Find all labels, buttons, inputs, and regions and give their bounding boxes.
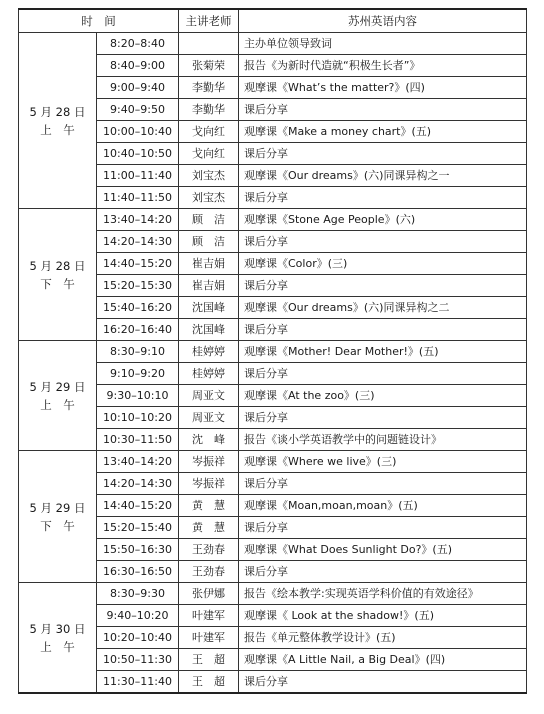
content-cell: 观摩课《At the zoo》(三) (239, 385, 527, 407)
content-cell: 主办单位领导致词 (239, 33, 527, 55)
header-teacher: 主讲老师 (179, 9, 239, 33)
teacher-cell: 张菊荣 (179, 55, 239, 77)
time-cell: 9:10–9:20 (97, 363, 179, 385)
time-cell: 8:40–9:00 (97, 55, 179, 77)
time-cell: 10:50–11:30 (97, 649, 179, 671)
teacher-cell: 桂婷婷 (179, 341, 239, 363)
time-cell: 10:00–10:40 (97, 121, 179, 143)
time-cell: 8:20–8:40 (97, 33, 179, 55)
table-row (19, 583, 527, 605)
time-cell: 9:30–10:10 (97, 385, 179, 407)
teacher-cell: 刘宝杰 (179, 187, 239, 209)
time-cell: 14:20–14:30 (97, 231, 179, 253)
teacher-cell: 沈国峰 (179, 319, 239, 341)
time-cell: 11:00–11:40 (97, 165, 179, 187)
table-row (19, 209, 527, 231)
time-cell: 13:40–14:20 (97, 451, 179, 473)
time-cell: 10:30–11:50 (97, 429, 179, 451)
time-cell: 15:50–16:30 (97, 539, 179, 561)
content-cell: 课后分享 (239, 407, 527, 429)
time-cell: 16:20–16:40 (97, 319, 179, 341)
content-cell: 报告《单元整体教学设计》(五) (239, 627, 527, 649)
content-cell: 课后分享 (239, 473, 527, 495)
content-cell: 观摩课《Make a money chart》(五) (239, 121, 527, 143)
session-date: 5 月 29 日 (29, 379, 86, 394)
session-label (19, 451, 97, 583)
time-cell: 10:10–10:20 (97, 407, 179, 429)
teacher-cell: 刘宝杰 (179, 165, 239, 187)
session-period: 上 午 (40, 397, 75, 412)
teacher-cell: 岑振祥 (179, 473, 239, 495)
teacher-cell: 李勤华 (179, 99, 239, 121)
session-date: 5 月 28 日 (29, 104, 86, 119)
content-cell: 观摩课《Moan,moan,moan》(五) (239, 495, 527, 517)
time-cell: 10:20–10:40 (97, 627, 179, 649)
teacher-cell: 戈向红 (179, 143, 239, 165)
teacher-cell: 黄 慧 (179, 517, 239, 539)
teacher-cell: 王 超 (179, 649, 239, 671)
time-cell: 11:40–11:50 (97, 187, 179, 209)
content-cell: 观摩课《Where we live》(三) (239, 451, 527, 473)
content-cell: 课后分享 (239, 187, 527, 209)
content-cell: 观摩课《What’s the matter?》(四) (239, 77, 527, 99)
time-cell: 11:30–11:40 (97, 671, 179, 694)
content-cell: 课后分享 (239, 319, 527, 341)
session-period: 上 午 (40, 639, 75, 654)
content-cell: 课后分享 (239, 143, 527, 165)
time-cell: 14:20–14:30 (97, 473, 179, 495)
content-cell: 课后分享 (239, 231, 527, 253)
teacher-cell: 周亚文 (179, 385, 239, 407)
time-cell: 14:40–15:20 (97, 253, 179, 275)
content-cell: 观摩课《A Little Nail, a Big Deal》(四) (239, 649, 527, 671)
teacher-cell: 岑振祥 (179, 451, 239, 473)
teacher-cell: 戈向红 (179, 121, 239, 143)
content-cell: 课后分享 (239, 275, 527, 297)
time-cell: 14:40–15:20 (97, 495, 179, 517)
teacher-cell: 李勤华 (179, 77, 239, 99)
session-period: 下 午 (40, 276, 75, 291)
content-cell: 观摩课《 Look at the shadow!》(五) (239, 605, 527, 627)
table-row (19, 341, 527, 363)
time-cell: 10:40–10:50 (97, 143, 179, 165)
content-cell: 课后分享 (239, 363, 527, 385)
content-cell: 报告《谈小学英语教学中的问题链设计》 (239, 429, 527, 451)
session-label (19, 583, 97, 694)
session-period: 下 午 (40, 518, 75, 533)
content-cell: 课后分享 (239, 671, 527, 694)
time-cell: 15:40–16:20 (97, 297, 179, 319)
time-cell: 13:40–14:20 (97, 209, 179, 231)
session-date: 5 月 29 日 (29, 500, 86, 515)
content-cell: 课后分享 (239, 517, 527, 539)
teacher-cell: 周亚文 (179, 407, 239, 429)
teacher-cell: 沈国峰 (179, 297, 239, 319)
session-label (19, 33, 97, 209)
content-cell: 报告《绘本教学:实现英语学科价值的有效途径》 (239, 583, 527, 605)
time-cell: 15:20–15:30 (97, 275, 179, 297)
time-cell: 16:30–16:50 (97, 561, 179, 583)
time-cell: 9:40–9:50 (97, 99, 179, 121)
teacher-cell: 叶建军 (179, 605, 239, 627)
content-cell: 课后分享 (239, 561, 527, 583)
table-row (19, 33, 527, 55)
schedule-sheet (18, 8, 526, 694)
session-label (19, 341, 97, 451)
teacher-cell: 顾 洁 (179, 209, 239, 231)
teacher-cell: 桂婷婷 (179, 363, 239, 385)
teacher-cell: 沈 峰 (179, 429, 239, 451)
header-time: 时 间 (19, 9, 179, 33)
session-label (19, 209, 97, 341)
teacher-cell: 王 超 (179, 671, 239, 694)
content-cell: 观摩课《Mother! Dear Mother!》(五) (239, 341, 527, 363)
time-cell: 15:20–15:40 (97, 517, 179, 539)
time-cell: 8:30–9:10 (97, 341, 179, 363)
time-cell: 8:30–9:30 (97, 583, 179, 605)
schedule-table (18, 8, 527, 694)
content-cell: 报告《为新时代造就“积极生长者”》 (239, 55, 527, 77)
time-cell: 9:00–9:40 (97, 77, 179, 99)
teacher-cell: 崔吉娟 (179, 253, 239, 275)
schedule-body (19, 33, 527, 694)
header-content: 苏州英语内容 (239, 9, 527, 33)
teacher-cell: 崔吉娟 (179, 275, 239, 297)
content-cell: 课后分享 (239, 99, 527, 121)
header-row (19, 9, 527, 33)
time-cell: 9:40–10:20 (97, 605, 179, 627)
content-cell: 观摩课《Our dreams》(六)同课异构之二 (239, 297, 527, 319)
session-period: 上 午 (40, 122, 75, 137)
table-row (19, 451, 527, 473)
session-date: 5 月 30 日 (29, 621, 86, 636)
teacher-cell: 张伊娜 (179, 583, 239, 605)
teacher-cell: 王劲春 (179, 561, 239, 583)
teacher-cell (179, 33, 239, 55)
content-cell: 观摩课《Color》(三) (239, 253, 527, 275)
teacher-cell: 顾 洁 (179, 231, 239, 253)
content-cell: 观摩课《Stone Age People》(六) (239, 209, 527, 231)
teacher-cell: 叶建军 (179, 627, 239, 649)
content-cell: 观摩课《What Does Sunlight Do?》(五) (239, 539, 527, 561)
content-cell: 观摩课《Our dreams》(六)同课异构之一 (239, 165, 527, 187)
teacher-cell: 黄 慧 (179, 495, 239, 517)
teacher-cell: 王劲春 (179, 539, 239, 561)
session-date: 5 月 28 日 (29, 258, 86, 273)
